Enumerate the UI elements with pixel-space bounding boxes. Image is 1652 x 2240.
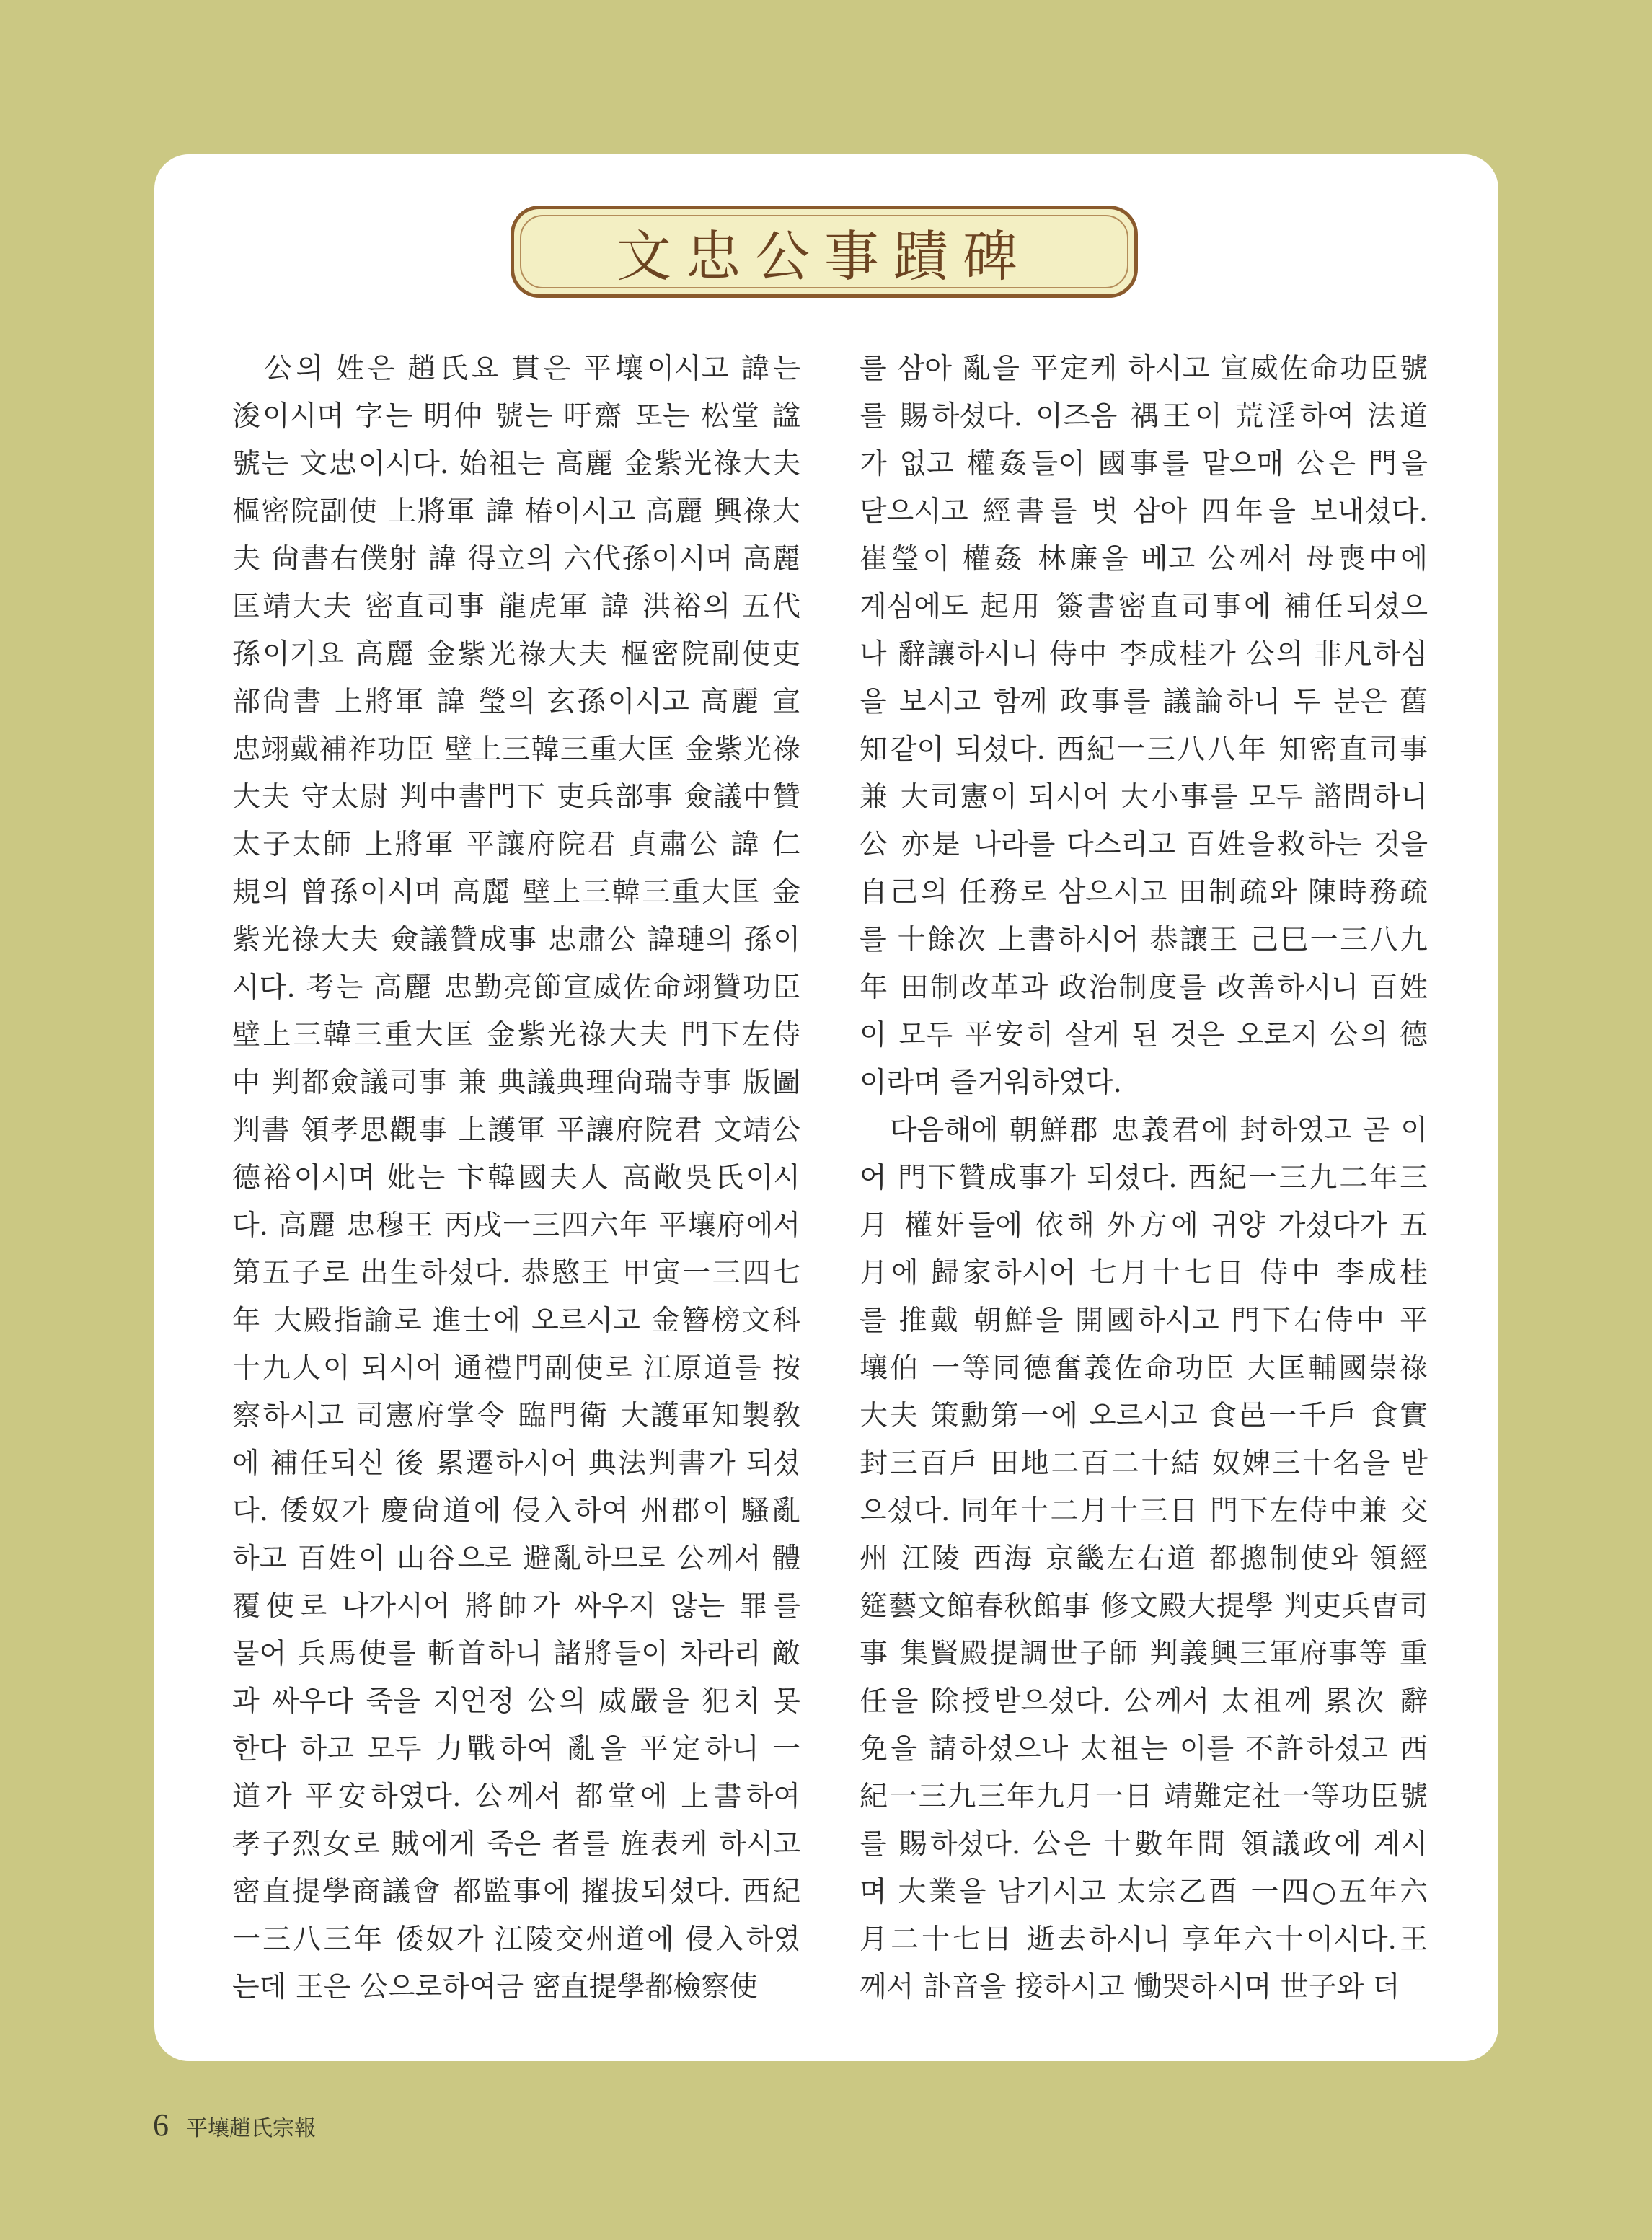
text-line: 다음해에 朝鮮郡 忠義君에 封하였고 곧 이 <box>860 1114 1428 1147</box>
text-line: 公 亦是 나라를 다스리고 百姓을救하는 것을 <box>860 829 1428 861</box>
text-line: 닫으시고 經書를 벗 삼아 四年을 보내셨다. <box>860 495 1428 528</box>
text-line: 判書 領孝思觀事 上護軍 平讓府院君 文靖公 <box>232 1114 800 1147</box>
text-line: 이 모두 平安히 살게 된 것은 오로지 公의 德 <box>860 1019 1428 1051</box>
text-line: 紀一三九三年九月一日 靖難定社一等功臣號 <box>860 1781 1428 1813</box>
text-line: 를 推戴 朝鮮을 開國하시고 門下右侍中 平 <box>860 1305 1428 1337</box>
text-line: 道가 平安하였다. 公께서 都堂에 上書하여 <box>232 1781 800 1813</box>
text-line: 察하시고 司憲府掌令 臨門衛 大護軍知製敎 <box>232 1400 800 1432</box>
text-line: 는데 王은 公으로하여금 密直提學都檢察使 <box>232 1971 758 2003</box>
text-line: 筵藝文館春秋館事 修文殿大提學 判吏兵曺司 <box>860 1590 1428 1623</box>
text-line: 年 大殿指諭로 進士에 오르시고 金簪榜文科 <box>232 1305 800 1337</box>
text-line: 月二十七日 逝去하시니 享年六十이시다.王 <box>860 1923 1428 1956</box>
text-line: 月 權奸들에 依해 外方에 귀양 가셨다가 五 <box>860 1209 1428 1242</box>
text-line: 를 삼아 亂을 平定케 하시고 宣威佐命功臣號 <box>860 353 1428 385</box>
text-line: 覆使로 나가시어 將帥가 싸우지 않는 罪를 <box>232 1590 800 1623</box>
text-line: 免을 請하셨으나 太祖는 이를 不許하셨고 西 <box>860 1733 1428 1765</box>
text-line: 壁上三韓三重大匡 金紫光祿大夫 門下左侍 <box>232 1019 800 1051</box>
text-line: 시다. 考는 高麗 忠勤亮節宣威佐命翊贊功臣 <box>232 971 800 1004</box>
text-line: 部尙書 上將軍 諱 瑩의 玄孫이시고 高麗 宣 <box>232 686 800 718</box>
text-line: 第五子로 出生하셨다. 恭愍王 甲寅一三四七 <box>232 1257 800 1289</box>
text-line: 公의 姓은 趙氏요 貫은 平壤이시고 諱는 <box>232 353 800 385</box>
text-line: 號는 文忠이시다. 始祖는 高麗 金紫光祿大夫 <box>232 448 800 480</box>
text-line: 한다 하고 모두 力戰하여 亂을 平定하니 一 <box>232 1733 800 1765</box>
text-line: 忠翊戴補祚功臣 壁上三韓三重大匡 金紫光祿 <box>232 733 800 766</box>
publication-name: 平壤趙氏宗報 <box>186 2116 316 2141</box>
text-line: 德裕이시며 妣는 卞韓國夫人 高敞吳氏이시 <box>232 1162 800 1194</box>
text-line: 大夫 守太尉 判中書門下 吏兵部事 僉議中贊 <box>232 781 800 813</box>
article-panel <box>154 154 1498 2061</box>
text-line: 나 辭讓하시니 侍中 李成桂가 公의 非凡하심 <box>860 638 1428 671</box>
text-line: 다. 倭奴가 慶尙道에 侵入하여 州郡이 騷亂 <box>232 1495 800 1527</box>
text-line: 며 大業을 남기시고 太宗乙酉 一四○五年六 <box>860 1876 1428 1908</box>
text-line: 事 集賢殿提調世子師 判義興三軍府事等 重 <box>860 1638 1428 1670</box>
text-line: 匡靖大夫 密直司事 龍虎軍 諱 洪裕의 五代 <box>232 591 800 623</box>
text-line: 十九人이 되시어 通禮門副使로 江原道를 按 <box>232 1352 800 1385</box>
text-line: 知같이 되셨다. 西紀一三八八年 知密直司事 <box>860 733 1428 766</box>
text-line: 壤伯 一等同德奮義佐命功臣 大匡輔國崇祿 <box>860 1352 1428 1385</box>
text-line: 를 賜하셨다. 公은 十數年間 領議政에 계시 <box>860 1828 1428 1861</box>
left-text-column <box>232 345 800 2011</box>
text-line: 께서 訃音을 接하시고 慟哭하시며 世子와 더 <box>860 1971 1400 2003</box>
text-line: 自己의 任務로 삼으시고 田制疏와 陳時務疏 <box>860 876 1428 909</box>
text-line: 어 門下贊成事가 되셨다. 西紀一三九二年三 <box>860 1162 1428 1194</box>
text-line: 月에 歸家하시어 七月十七日 侍中 李成桂 <box>860 1257 1428 1289</box>
text-line: 崔瑩이 權姦 林廉을 베고 公께서 母喪中에 <box>860 543 1428 576</box>
text-line: 州 江陵 西海 京畿左右道 都摠制使와 領經 <box>860 1543 1428 1575</box>
text-line: 紫光祿大夫 僉議贊成事 忠肅公 諱璉의 孫이 <box>232 924 800 956</box>
text-line: 太子太師 上將軍 平讓府院君 貞肅公 諱 仁 <box>232 829 800 861</box>
text-line: 가 없고 權姦들이 國事를 맡으매 公은 門을 <box>860 448 1428 480</box>
page-number: 6 <box>153 2107 169 2143</box>
text-line: 夫 尙書右僕射 諱 得立의 六代孫이시며 高麗 <box>232 543 800 576</box>
text-line: 를 十餘次 上書하시어 恭讓王 己巳一三八九 <box>860 924 1428 956</box>
text-line: 계심에도 起用 簽書密直司事에 補任되셨으 <box>860 591 1428 623</box>
text-line: 密直提學商議會 都監事에 擢拔되셨다. 西紀 <box>232 1876 800 1908</box>
text-line: 中 判都僉議司事 兼 典議典理尙瑞寺事 版圖 <box>232 1067 800 1099</box>
text-line: 이라며 즐거워하였다. <box>860 1067 1122 1099</box>
text-line: 를 賜하셨다. 이즈음 禑王이 荒淫하여 法道 <box>860 400 1428 433</box>
text-line: 一三八三年 倭奴가 江陵交州道에 侵入하였 <box>232 1923 800 1956</box>
text-line: 規의 曾孫이시며 高麗 壁上三韓三重大匡 金 <box>232 876 800 909</box>
text-line: 封三百戶 田地二百二十結 奴婢三十名을 받 <box>860 1447 1428 1480</box>
article-title: 文忠公事蹟碑 <box>617 224 1032 288</box>
text-line: 浚이시며 字는 明仲 號는 吁齋 또는 松堂 諡 <box>232 400 800 433</box>
text-line: 다. 高麗 忠穆王 丙戌一三四六年 平壤府에서 <box>232 1209 800 1242</box>
text-line: 물어 兵馬使를 斬首하니 諸將들이 차라리 敵 <box>232 1638 800 1670</box>
text-line: 年 田制改革과 政治制度를 改善하시니 百姓 <box>860 971 1428 1004</box>
text-line: 孝子烈女로 賊에게 죽은 者를 旌表케 하시고 <box>232 1828 800 1861</box>
text-line: 으셨다. 同年十二月十三日 門下左侍中兼 交 <box>860 1495 1428 1527</box>
text-line: 과 싸우다 죽을 지언정 公의 威嚴을 犯치 못 <box>232 1685 800 1718</box>
text-line: 大夫 策勳第一에 오르시고 食邑一千戶 食實 <box>860 1400 1428 1432</box>
text-line: 을 보시고 함께 政事를 議論하니 두 분은 舊 <box>860 686 1428 718</box>
text-line: 에 補任되신 後 累遷하시어 典法判書가 되셨 <box>232 1447 800 1480</box>
text-line: 樞密院副使 上將軍 諱 椿이시고 高麗 興祿大 <box>232 495 800 528</box>
text-line: 孫이기요 高麗 金紫光祿大夫 樞密院副使吏 <box>232 638 800 671</box>
text-line: 任을 除授받으셨다. 公께서 太祖께 累次 辭 <box>860 1685 1428 1718</box>
text-line: 하고 百姓이 山谷으로 避亂하므로 公께서 體 <box>232 1543 800 1575</box>
title-plaque <box>511 206 1138 298</box>
right-text-column <box>860 345 1428 2011</box>
text-line: 兼 大司憲이 되시어 大小事를 모두 諮問하니 <box>860 781 1428 813</box>
page-footer <box>153 2107 316 2143</box>
